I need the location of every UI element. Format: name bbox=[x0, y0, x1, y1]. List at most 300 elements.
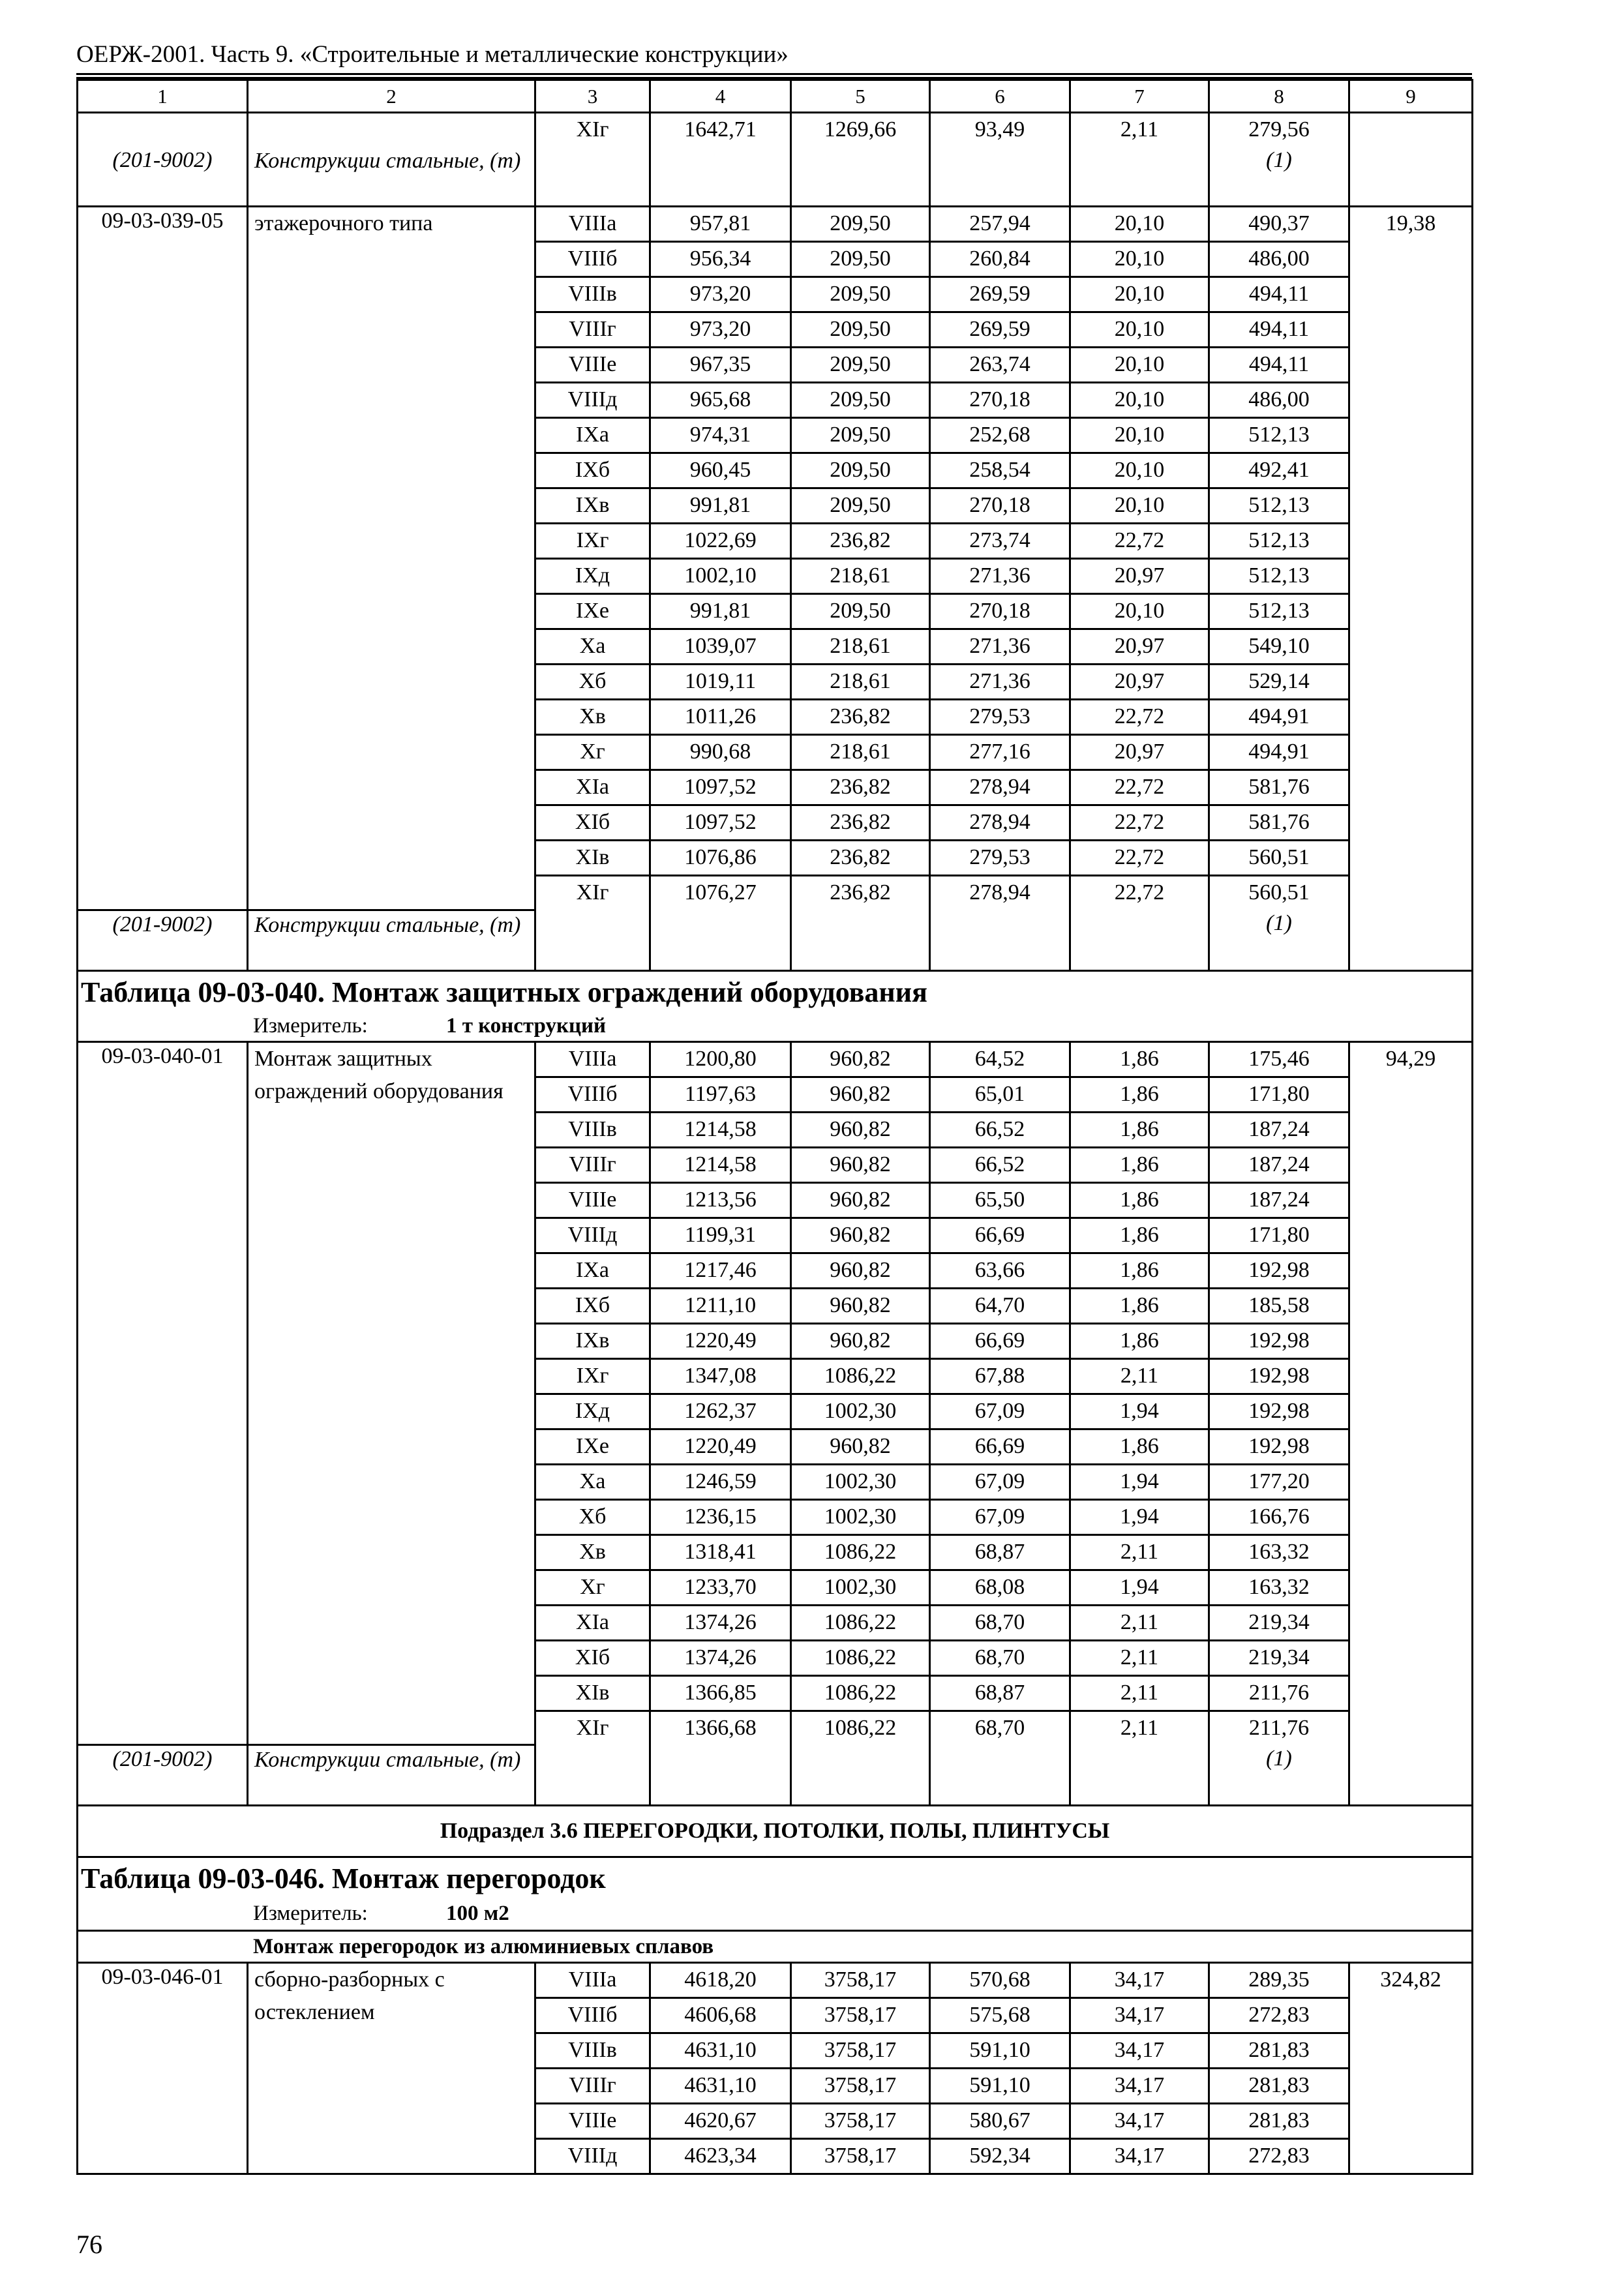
rate-value: 209,50 bbox=[791, 207, 930, 242]
material-row bbox=[78, 1745, 1473, 1806]
zone-class: IXб bbox=[535, 453, 650, 488]
rate-value: 67,09 bbox=[930, 1464, 1070, 1499]
table-cell bbox=[1070, 910, 1209, 970]
rate-value: 1,86 bbox=[1070, 1077, 1209, 1112]
rate-value: 34,17 bbox=[1070, 2104, 1209, 2139]
rate-value: 271,36 bbox=[930, 559, 1070, 594]
rate-value: 1086,22 bbox=[791, 1605, 930, 1640]
rate-value: 63,66 bbox=[930, 1253, 1070, 1288]
rate-value: 591,10 bbox=[930, 2033, 1070, 2069]
rate-value: 66,69 bbox=[930, 1218, 1070, 1253]
table-title-text: Таблица 09-03-046. Монтаж перегородок bbox=[81, 1863, 606, 1894]
rate-value: 273,74 bbox=[930, 524, 1070, 559]
rate-value: 965,68 bbox=[650, 383, 791, 418]
table-row bbox=[78, 113, 1473, 147]
rate-value: 20,10 bbox=[1070, 488, 1209, 524]
zone-class: VIIIг bbox=[535, 1147, 650, 1182]
rate-value: 1086,22 bbox=[791, 1534, 930, 1570]
rate-value: 66,52 bbox=[930, 1112, 1070, 1147]
rate-value: 990,68 bbox=[650, 735, 791, 770]
rate-value: 512,13 bbox=[1209, 594, 1349, 629]
rate-value: 1246,59 bbox=[650, 1464, 791, 1499]
rate-value: 68,87 bbox=[930, 1675, 1070, 1711]
rate-value: 570,68 bbox=[930, 1963, 1070, 1998]
rate-value: 278,94 bbox=[930, 805, 1070, 841]
rate-value: 34,17 bbox=[1070, 1998, 1209, 2033]
rate-value: 187,24 bbox=[1209, 1112, 1349, 1147]
rate-value: 2,11 bbox=[1070, 1534, 1209, 1570]
rate-value: 192,98 bbox=[1209, 1394, 1349, 1429]
material-name: Конструкции стальные, (т) bbox=[248, 910, 535, 970]
rate-value: 4631,10 bbox=[650, 2033, 791, 2069]
zone-class: Xб bbox=[535, 665, 650, 700]
rate-value: 973,20 bbox=[650, 277, 791, 312]
rate-value: 1002,30 bbox=[791, 1394, 930, 1429]
rate-value: 1002,30 bbox=[791, 1570, 930, 1605]
rate-value: 163,32 bbox=[1209, 1534, 1349, 1570]
work-name: этажерочного типа bbox=[248, 207, 535, 910]
rate-value: 209,50 bbox=[791, 418, 930, 453]
rate-value: 560,51 bbox=[1209, 841, 1349, 876]
rate-value: 512,13 bbox=[1209, 488, 1349, 524]
table-cell: 93,49 bbox=[930, 113, 1070, 147]
rate-value: 270,18 bbox=[930, 383, 1070, 418]
rate-value: 258,54 bbox=[930, 453, 1070, 488]
rate-value: 187,24 bbox=[1209, 1182, 1349, 1218]
zone-class: XIб bbox=[535, 805, 650, 841]
table-cell bbox=[650, 1745, 791, 1806]
rate-value: 1233,70 bbox=[650, 1570, 791, 1605]
rate-code: 09-03-040-01 bbox=[78, 1041, 248, 1745]
rate-value: 263,74 bbox=[930, 348, 1070, 383]
rate-value: 2,11 bbox=[1070, 1640, 1209, 1675]
rate-value: 1199,31 bbox=[650, 1218, 791, 1253]
zone-class: VIIIа bbox=[535, 1041, 650, 1077]
zone-class: XIб bbox=[535, 1640, 650, 1675]
rate-value: 3758,17 bbox=[791, 1998, 930, 2033]
rate-value: 171,80 bbox=[1209, 1218, 1349, 1253]
rate-value: 20,97 bbox=[1070, 559, 1209, 594]
rate-value: 64,52 bbox=[930, 1041, 1070, 1077]
rate-value: 3758,17 bbox=[791, 2069, 930, 2104]
rate-value: 22,72 bbox=[1070, 841, 1209, 876]
zone-class: VIIIа bbox=[535, 207, 650, 242]
rate-value: 581,76 bbox=[1209, 805, 1349, 841]
zone-class: VIIIг bbox=[535, 2069, 650, 2104]
rate-value: 486,00 bbox=[1209, 242, 1349, 277]
rate-value: 960,82 bbox=[791, 1218, 930, 1253]
rate-value: 494,11 bbox=[1209, 312, 1349, 348]
rate-value: 1,86 bbox=[1070, 1253, 1209, 1288]
rate-value: 1,86 bbox=[1070, 1147, 1209, 1182]
rate-value: 177,20 bbox=[1209, 1464, 1349, 1499]
zone-class: IXд bbox=[535, 1394, 650, 1429]
rate-value: 236,82 bbox=[791, 805, 930, 841]
rate-value: 1039,07 bbox=[650, 629, 791, 665]
rate-value: 490,37 bbox=[1209, 207, 1349, 242]
rate-value: 1374,26 bbox=[650, 1640, 791, 1675]
zone-class: VIIIд bbox=[535, 1218, 650, 1253]
rate-value: 66,52 bbox=[930, 1147, 1070, 1182]
rate-value: 1,86 bbox=[1070, 1429, 1209, 1464]
rate-code: 09-03-039-05 bbox=[78, 207, 248, 910]
zone-class: IXа bbox=[535, 1253, 650, 1288]
zone-class: VIIIа bbox=[535, 1963, 650, 1998]
rate-value: 1347,08 bbox=[650, 1358, 791, 1394]
rate-value: 512,13 bbox=[1209, 418, 1349, 453]
meter-value: 1 т конструкций bbox=[446, 1013, 607, 1038]
group-row bbox=[78, 1931, 1473, 1963]
group-title-text: Монтаж перегородок из алюминиевых сплавов bbox=[253, 1935, 714, 1958]
rate-value: 209,50 bbox=[791, 488, 930, 524]
rate-value: 20,10 bbox=[1070, 453, 1209, 488]
rate-value: 1097,52 bbox=[650, 805, 791, 841]
rate-value: 492,41 bbox=[1209, 453, 1349, 488]
rate-value: 580,67 bbox=[930, 2104, 1070, 2139]
rate-value: 34,17 bbox=[1070, 2139, 1209, 2174]
rate-value: 1213,56 bbox=[650, 1182, 791, 1218]
rate-value: 192,98 bbox=[1209, 1323, 1349, 1358]
rate-value: 2,11 bbox=[1070, 1711, 1209, 1745]
rate-value: 236,82 bbox=[791, 524, 930, 559]
table-cell: 1269,66 bbox=[791, 113, 930, 147]
rate-value: 956,34 bbox=[650, 242, 791, 277]
rate-value: 960,82 bbox=[791, 1182, 930, 1218]
rate-value: 581,76 bbox=[1209, 770, 1349, 805]
rate-value: 269,59 bbox=[930, 277, 1070, 312]
column-number: 2 bbox=[248, 80, 535, 113]
rate-value: 512,13 bbox=[1209, 524, 1349, 559]
zone-class: VIIIб bbox=[535, 1077, 650, 1112]
rate-value: 209,50 bbox=[791, 277, 930, 312]
zone-class: VIIIе bbox=[535, 1182, 650, 1218]
rate-value: 1011,26 bbox=[650, 700, 791, 735]
rate-value: 960,82 bbox=[791, 1323, 930, 1358]
rate-value: 1002,30 bbox=[791, 1499, 930, 1534]
rate-value: 960,82 bbox=[791, 1288, 930, 1323]
rate-value: 1211,10 bbox=[650, 1288, 791, 1323]
rate-value: 257,94 bbox=[930, 207, 1070, 242]
rate-value: 1086,22 bbox=[791, 1711, 930, 1745]
rate-value: 278,94 bbox=[930, 770, 1070, 805]
zone-class: Xг bbox=[535, 735, 650, 770]
rate-value: 960,82 bbox=[791, 1041, 930, 1077]
table-cell bbox=[650, 910, 791, 970]
table-cell bbox=[791, 910, 930, 970]
rate-value: 209,50 bbox=[791, 594, 930, 629]
rate-value: 270,18 bbox=[930, 594, 1070, 629]
rate-value: 1214,58 bbox=[650, 1147, 791, 1182]
table-cell: XIг bbox=[535, 113, 650, 147]
rate-value: 22,72 bbox=[1070, 805, 1209, 841]
rate-value: 549,10 bbox=[1209, 629, 1349, 665]
rate-value: 960,82 bbox=[791, 1429, 930, 1464]
rate-value: 209,50 bbox=[791, 242, 930, 277]
zone-class: VIIIе bbox=[535, 2104, 650, 2139]
rate-value: 1,94 bbox=[1070, 1394, 1209, 1429]
rate-value: 591,10 bbox=[930, 2069, 1070, 2104]
rate-value: 20,10 bbox=[1070, 242, 1209, 277]
rate-value: 3758,17 bbox=[791, 2139, 930, 2174]
zone-class: IXе bbox=[535, 1429, 650, 1464]
rate-value: 20,97 bbox=[1070, 629, 1209, 665]
rate-value: 494,91 bbox=[1209, 735, 1349, 770]
column-number: 7 bbox=[1070, 80, 1209, 113]
rate-value: 289,35 bbox=[1209, 1963, 1349, 1998]
rate-value: 1,86 bbox=[1070, 1182, 1209, 1218]
material-name: Конструкции стальные, (т) bbox=[248, 147, 535, 207]
zone-class: IXб bbox=[535, 1288, 650, 1323]
rate-value: 65,50 bbox=[930, 1182, 1070, 1218]
rate-value: 281,83 bbox=[1209, 2033, 1349, 2069]
rate-value: 991,81 bbox=[650, 594, 791, 629]
rate-value: 20,10 bbox=[1070, 312, 1209, 348]
rate-value: 1220,49 bbox=[650, 1323, 791, 1358]
rate-code: 09-03-046-01 bbox=[78, 1963, 248, 2174]
rate-value: 22,72 bbox=[1070, 700, 1209, 735]
rate-value: 209,50 bbox=[791, 348, 930, 383]
rate-value: 272,83 bbox=[1209, 2139, 1349, 2174]
rate-value: 974,31 bbox=[650, 418, 791, 453]
rate-value: 218,61 bbox=[791, 735, 930, 770]
table-row bbox=[78, 1041, 1473, 1077]
zone-class: XIа bbox=[535, 770, 650, 805]
rate-value: 68,87 bbox=[930, 1534, 1070, 1570]
table-cell bbox=[535, 147, 650, 207]
rate-value: 34,17 bbox=[1070, 2033, 1209, 2069]
rate-value: 1,86 bbox=[1070, 1041, 1209, 1077]
column-number: 8 bbox=[1209, 80, 1349, 113]
rate-value: 20,10 bbox=[1070, 383, 1209, 418]
rate-value: 560,51 bbox=[1209, 876, 1349, 910]
zone-class: IXв bbox=[535, 1323, 650, 1358]
rate-value: 209,50 bbox=[791, 312, 930, 348]
rate-value: 1002,30 bbox=[791, 1464, 930, 1499]
rate-value: 1002,10 bbox=[650, 559, 791, 594]
material-code: (201-9002) bbox=[78, 1745, 248, 1806]
zone-class: VIIIб bbox=[535, 1998, 650, 2033]
material-qty: (1) bbox=[1209, 910, 1349, 970]
table-cell bbox=[248, 113, 535, 147]
table-cell bbox=[78, 113, 248, 147]
rate-value: 592,34 bbox=[930, 2139, 1070, 2174]
rate-value: 3758,17 bbox=[791, 2104, 930, 2139]
table-cell bbox=[1349, 113, 1473, 147]
table-cell bbox=[930, 147, 1070, 207]
table-cell: 1642,71 bbox=[650, 113, 791, 147]
zone-class: IXе bbox=[535, 594, 650, 629]
zone-class: Xв bbox=[535, 700, 650, 735]
rate-value: 209,50 bbox=[791, 453, 930, 488]
column-number: 9 bbox=[1349, 80, 1473, 113]
rate-value: 20,10 bbox=[1070, 594, 1209, 629]
rate-value: 512,13 bbox=[1209, 559, 1349, 594]
rate-value: 277,16 bbox=[930, 735, 1070, 770]
column-number: 6 bbox=[930, 80, 1070, 113]
rate-value: 236,82 bbox=[791, 841, 930, 876]
rate-value: 278,94 bbox=[930, 876, 1070, 910]
rate-value: 187,24 bbox=[1209, 1147, 1349, 1182]
table-cell: 2,11 bbox=[1070, 113, 1209, 147]
rate-value: 1220,49 bbox=[650, 1429, 791, 1464]
rate-value: 218,61 bbox=[791, 629, 930, 665]
zone-class: Xа bbox=[535, 629, 650, 665]
rate-value: 494,11 bbox=[1209, 277, 1349, 312]
table-title-text: Таблица 09-03-040. Монтаж защитных ограждений оборудования bbox=[81, 976, 927, 1008]
zone-class: VIIIв bbox=[535, 2033, 650, 2069]
rate-value: 19,38 bbox=[1349, 207, 1473, 971]
rate-value: 66,69 bbox=[930, 1323, 1070, 1358]
rate-value: 20,10 bbox=[1070, 418, 1209, 453]
rate-value: 1236,15 bbox=[650, 1499, 791, 1534]
rate-value: 2,11 bbox=[1070, 1675, 1209, 1711]
rate-value: 68,70 bbox=[930, 1640, 1070, 1675]
rate-value: 68,70 bbox=[930, 1605, 1070, 1640]
rate-value: 209,50 bbox=[791, 383, 930, 418]
rate-value: 192,98 bbox=[1209, 1253, 1349, 1288]
rate-value: 252,68 bbox=[930, 418, 1070, 453]
zone-class: VIIIд bbox=[535, 2139, 650, 2174]
rate-value: 279,53 bbox=[930, 700, 1070, 735]
rate-value: 1262,37 bbox=[650, 1394, 791, 1429]
rate-value: 1,94 bbox=[1070, 1464, 1209, 1499]
table-title bbox=[78, 1857, 1473, 1931]
rate-value: 1,86 bbox=[1070, 1112, 1209, 1147]
section-row bbox=[78, 1806, 1473, 1857]
table-title bbox=[78, 970, 1473, 1041]
rate-value: 1019,11 bbox=[650, 665, 791, 700]
rate-value: 494,11 bbox=[1209, 348, 1349, 383]
rate-value: 20,10 bbox=[1070, 207, 1209, 242]
table-cell bbox=[1349, 147, 1473, 207]
table-title-row bbox=[78, 970, 1473, 1041]
rate-value: 4618,20 bbox=[650, 1963, 791, 1998]
rate-value: 4620,67 bbox=[650, 2104, 791, 2139]
rate-value: 957,81 bbox=[650, 207, 791, 242]
rate-value: 272,83 bbox=[1209, 1998, 1349, 2033]
rate-value: 20,97 bbox=[1070, 665, 1209, 700]
rate-value: 4606,68 bbox=[650, 1998, 791, 2033]
zone-class: IXа bbox=[535, 418, 650, 453]
rate-value: 218,61 bbox=[791, 559, 930, 594]
rate-value: 1,94 bbox=[1070, 1570, 1209, 1605]
rate-value: 211,76 bbox=[1209, 1711, 1349, 1745]
rate-value: 960,45 bbox=[650, 453, 791, 488]
zone-class: Xг bbox=[535, 1570, 650, 1605]
rate-value: 270,18 bbox=[930, 488, 1070, 524]
rate-value: 67,09 bbox=[930, 1394, 1070, 1429]
rate-value: 1086,22 bbox=[791, 1358, 930, 1394]
rate-value: 575,68 bbox=[930, 1998, 1070, 2033]
rate-value: 22,72 bbox=[1070, 770, 1209, 805]
table-cell bbox=[535, 1745, 650, 1806]
rate-value: 68,70 bbox=[930, 1711, 1070, 1745]
table-title-row bbox=[78, 1857, 1473, 1931]
table-row bbox=[78, 1963, 1473, 1998]
material-qty: (1) bbox=[1209, 1745, 1349, 1806]
rate-value: 2,11 bbox=[1070, 1605, 1209, 1640]
table-cell bbox=[1070, 1745, 1209, 1806]
rate-value: 192,98 bbox=[1209, 1358, 1349, 1394]
column-number: 5 bbox=[791, 80, 930, 113]
material-qty: (1) bbox=[1209, 147, 1349, 207]
zone-class: IXд bbox=[535, 559, 650, 594]
rate-value: 218,61 bbox=[791, 665, 930, 700]
meter-label: Измеритель: bbox=[253, 1013, 368, 1038]
rate-value: 219,34 bbox=[1209, 1605, 1349, 1640]
zone-class: IXг bbox=[535, 524, 650, 559]
rate-value: 66,69 bbox=[930, 1429, 1070, 1464]
rate-value: 1,86 bbox=[1070, 1218, 1209, 1253]
zone-class: IXв bbox=[535, 488, 650, 524]
rate-value: 34,17 bbox=[1070, 1963, 1209, 1998]
table-cell bbox=[791, 147, 930, 207]
column-number: 1 bbox=[78, 80, 248, 113]
zone-class: Xв bbox=[535, 1534, 650, 1570]
rate-value: 219,34 bbox=[1209, 1640, 1349, 1675]
rate-value: 960,82 bbox=[791, 1253, 930, 1288]
work-name: Монтаж защитных ограждений оборудования bbox=[248, 1041, 535, 1745]
rate-value: 163,32 bbox=[1209, 1570, 1349, 1605]
zone-class: XIа bbox=[535, 1605, 650, 1640]
zone-class: IXг bbox=[535, 1358, 650, 1394]
table-row bbox=[78, 207, 1473, 242]
rate-value: 1076,86 bbox=[650, 841, 791, 876]
rate-value: 1,94 bbox=[1070, 1499, 1209, 1534]
rate-value: 22,72 bbox=[1070, 524, 1209, 559]
rate-value: 1022,69 bbox=[650, 524, 791, 559]
rate-value: 269,59 bbox=[930, 312, 1070, 348]
rates-table bbox=[76, 79, 1473, 2175]
rate-value: 1,86 bbox=[1070, 1323, 1209, 1358]
rate-value: 3758,17 bbox=[791, 2033, 930, 2069]
rate-value: 1,86 bbox=[1070, 1288, 1209, 1323]
rate-value: 1086,22 bbox=[791, 1640, 930, 1675]
zone-class: VIIIб bbox=[535, 242, 650, 277]
rate-value: 1076,27 bbox=[650, 876, 791, 910]
rate-value: 1374,26 bbox=[650, 1605, 791, 1640]
zone-class: Xб bbox=[535, 1499, 650, 1534]
page-header: ОЕРЖ-2001. Часть 9. «Строительные и металлические конструкции» bbox=[76, 41, 789, 68]
zone-class: VIIIв bbox=[535, 1112, 650, 1147]
rate-value: 175,46 bbox=[1209, 1041, 1349, 1077]
rate-value: 4623,34 bbox=[650, 2139, 791, 2174]
rate-value: 1214,58 bbox=[650, 1112, 791, 1147]
zone-class: XIв bbox=[535, 841, 650, 876]
meter-label: Измеритель: bbox=[253, 1902, 368, 1925]
zone-class: VIIIв bbox=[535, 277, 650, 312]
rate-value: 236,82 bbox=[791, 770, 930, 805]
rate-value: 171,80 bbox=[1209, 1077, 1349, 1112]
rate-value: 960,82 bbox=[791, 1112, 930, 1147]
column-number-row bbox=[78, 80, 1473, 113]
column-number: 3 bbox=[535, 80, 650, 113]
zone-class: VIIIе bbox=[535, 348, 650, 383]
rate-value: 281,83 bbox=[1209, 2104, 1349, 2139]
table-cell bbox=[791, 1745, 930, 1806]
rate-value: 4631,10 bbox=[650, 2069, 791, 2104]
rate-value: 271,36 bbox=[930, 665, 1070, 700]
rate-value: 1086,22 bbox=[791, 1675, 930, 1711]
zone-class: XIв bbox=[535, 1675, 650, 1711]
rate-value: 281,83 bbox=[1209, 2069, 1349, 2104]
rate-value: 1318,41 bbox=[650, 1534, 791, 1570]
rate-value: 64,70 bbox=[930, 1288, 1070, 1323]
zone-class: XIг bbox=[535, 1711, 650, 1745]
column-number: 4 bbox=[650, 80, 791, 113]
zone-class: VIIIг bbox=[535, 312, 650, 348]
rate-value: 34,17 bbox=[1070, 2069, 1209, 2104]
